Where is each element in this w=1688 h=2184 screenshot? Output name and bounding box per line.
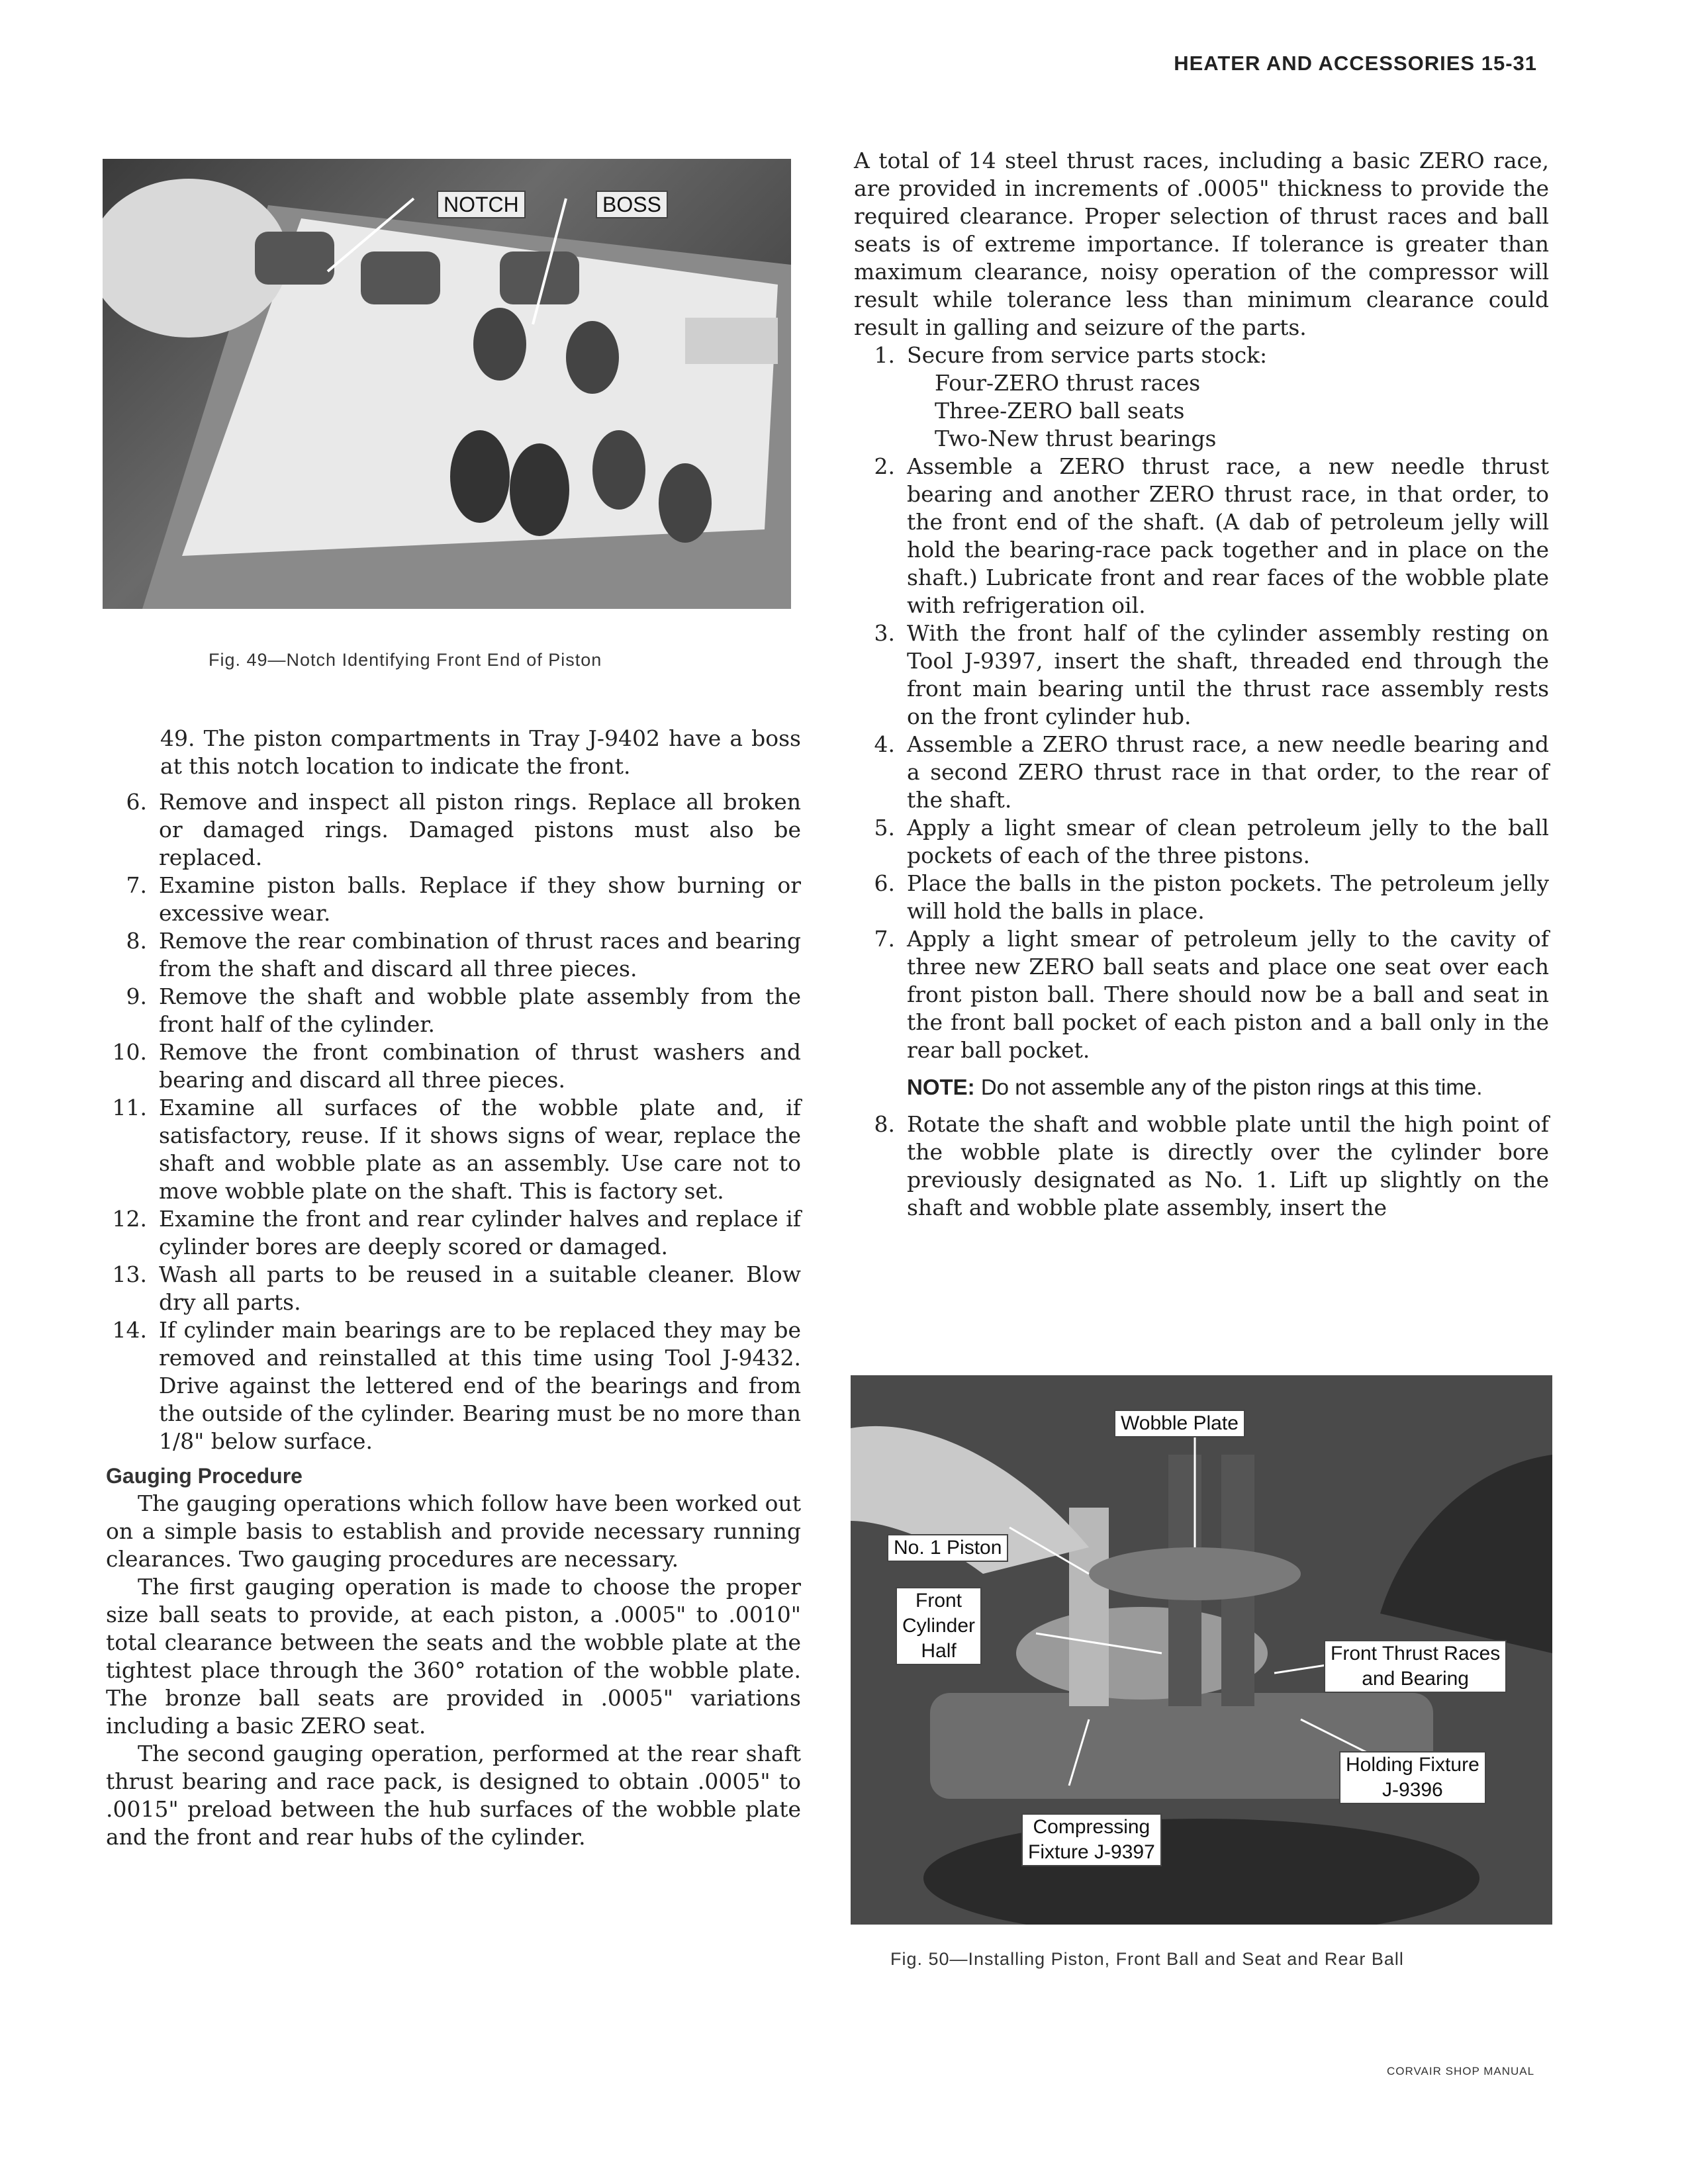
list-item: 14. If cylinder main bearings are to be replaced they may be removed and reinstalled at this time using Tool J-9432. Drive against the lettered end of the bearings and from the outside of the cylinder. Bearing must be no more than 1/8" below surface. — [112, 1317, 801, 1454]
note — [854, 1073, 1549, 1101]
list-item: 6. Place the balls in the piston pockets. The petroleum jelly will hold the balls in place. — [874, 870, 1549, 924]
paragraph: The gauging operations which follow have been worked out on a simple basis to establish and provide necessary running clearances. Two gauging procedures are necessary. — [106, 1490, 801, 1572]
cylinder-half-callout: Front Cylinder Half — [896, 1587, 982, 1665]
figure-50-caption: Fig. 50—Installing Piston, Front Ball and Seat and Rear Ball — [890, 1949, 1404, 1969]
list-item: 1. Secure from service parts stock: — [874, 342, 1268, 368]
list-item: 7. Examine piston balls. Replace if they show burning or excessive wear. — [126, 872, 801, 926]
note-label: NOTE: — [907, 1075, 975, 1099]
section-heading: Gauging Procedure — [106, 1464, 303, 1488]
list-item: 9. Remove the shaft and wobble plate assembly from the front half of the cylinder. — [126, 983, 801, 1037]
compressing-fixture-callout: Compressing Fixture J-9397 — [1021, 1813, 1162, 1866]
paragraph-49: 49. The piston compartments in Tray J-9402 have a boss at this notch location to indicate the front. — [160, 725, 801, 779]
piston-tray-illustration — [103, 159, 791, 609]
right-column — [854, 147, 1549, 1222]
list-item: 7. Apply a light smear of petroleum jelly to the cavity of three new ZERO ball seats and place one seat over each front piston ball. There should now be a ball and seat in the front ball pocket of each piston and a ball only in the rear ball pocket. — [874, 926, 1549, 1063]
paragraph: The first gauging operation is made to choose the proper size ball seats to provide, at each piston, a .0005" to .0010" total clearance between the seats and the wobble plate at the tightest place through the 360° rotation of the wobble plate. The bronze ball seats are provided in .0005" variations including a basic ZERO seat. — [106, 1574, 801, 1739]
stock-item: Two-New thrust bearings — [935, 426, 1217, 451]
list-item: 13. Wash all parts to be reused in a suitable cleaner. Blow dry all parts. — [112, 1261, 801, 1315]
list-item: 10. Remove the front combination of thrust washers and bearing and discard all three pieces. — [112, 1039, 801, 1093]
holding-fixture-callout: Holding Fixture J-9396 — [1339, 1751, 1486, 1804]
stock-item: Three-ZERO ball seats — [935, 398, 1185, 424]
list-item: 5. Apply a light smear of clean petroleum jelly to the ball pockets of each of the three pistons. — [874, 815, 1549, 868]
notch-callout: NOTCH — [437, 191, 526, 218]
list-item: 2. Assemble a ZERO thrust race, a new needle thrust bearing and another ZERO thrust race, in that order, to the front end of the shaft. (A dab of petroleum jelly will hold the bearing-race pack together and in place on the shaft.) Lubricate front and rear faces of the wobble plate with refrigeration oil. — [874, 453, 1549, 618]
paragraph-intro: A total of 14 steel thrust races, including a basic ZERO race, are provided in increments of .0005" thickness to provide the required clearance. Proper selection of thrust races and ball seats is of extreme importance. If tolerance is greater than maximum clearance, noisy operation of the compressor will result while tolerance less than minimum clearance could result in galling and seizure of the parts. — [854, 148, 1549, 340]
list-item: 6. Remove and inspect all piston rings. Replace all broken or damaged rings. Damaged pistons must also be replaced. — [126, 789, 801, 870]
stock-item: Four-ZERO thrust races — [935, 370, 1201, 396]
list-item: 4. Assemble a ZERO thrust race, a new needle bearing and a second ZERO thrust race in that order, to the rear of the shaft. — [874, 731, 1549, 813]
left-column — [106, 725, 801, 1851]
list-item: 11. Examine all surfaces of the wobble plate and, if satisfactory, reuse. If it shows signs of wear, replace the shaft and wobble plate as an assembly. Use care not to move wobble plate on the shaft. This is factory set. — [112, 1095, 801, 1204]
boss-callout: BOSS — [596, 191, 668, 218]
paragraph: The second gauging operation, performed at the rear shaft thrust bearing and race pack, is designed to obtain .0005" to .0015" preload between the hub surfaces of the wobble plate and the front and rear hubs of the cylinder. — [106, 1741, 801, 1850]
note-text: Do not assemble any of the piston rings at this time. — [980, 1075, 1483, 1099]
piston-callout: No. 1 Piston — [887, 1534, 1008, 1562]
figure-49-photo — [103, 159, 791, 609]
figure-50-photo — [851, 1375, 1552, 1925]
list-item: 3. With the front half of the cylinder assembly resting on Tool J-9397, insert the shaft, threaded end through the front main bearing until the thrust race assembly rests on the front cylinder hub. — [874, 620, 1549, 729]
list-item: 12. Examine the front and rear cylinder halves and replace if cylinder bores are deeply scored or damaged. — [112, 1206, 801, 1259]
figure-49-caption: Fig. 49—Notch Identifying Front End of Piston — [209, 650, 602, 670]
thrust-races-callout: Front Thrust Races and Bearing — [1324, 1640, 1507, 1693]
wobble-plate-callout: Wobble Plate — [1114, 1410, 1245, 1437]
page-header: HEATER AND ACCESSORIES 15-31 — [1174, 52, 1537, 75]
page-footer: CORVAIR SHOP MANUAL — [1387, 2065, 1535, 2077]
list-item: 8. Rotate the shaft and wobble plate until the high point of the wobble plate is directly over the cylinder bore previously designated as No. 1. Lift up slightly on the shaft and wobble plate assembly, insert the — [874, 1111, 1549, 1220]
list-item: 8. Remove the rear combination of thrust races and bearing from the shaft and discard all three pieces. — [126, 928, 801, 981]
